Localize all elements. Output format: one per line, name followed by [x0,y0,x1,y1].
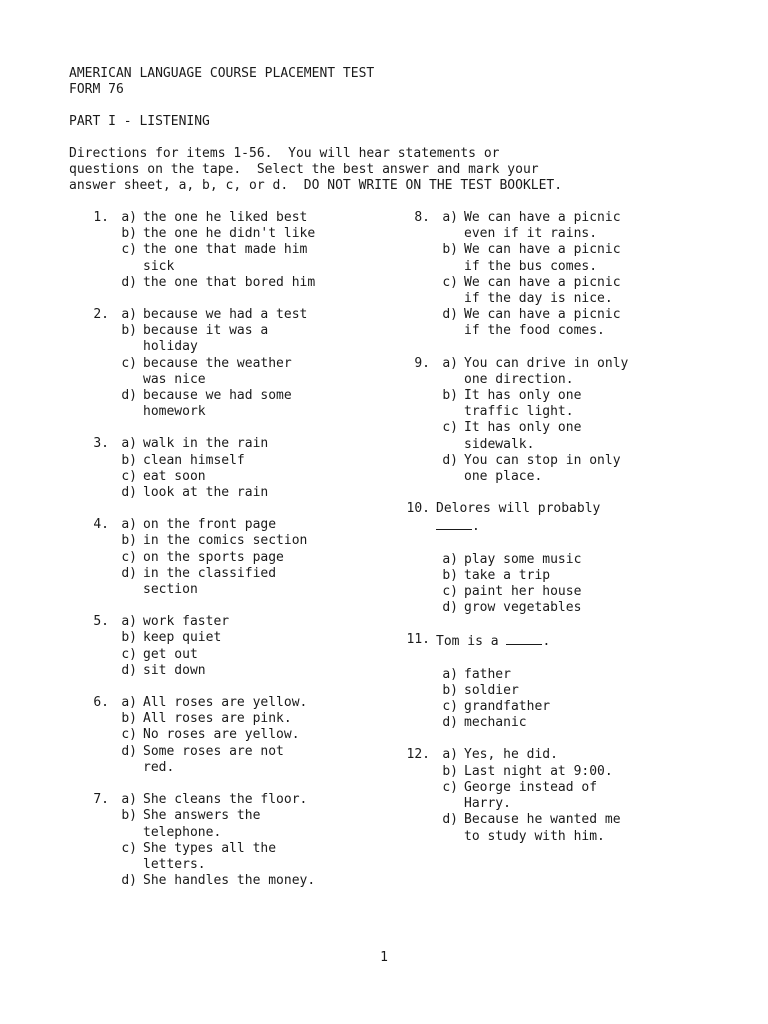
answer-option [390,307,690,339]
question-item [69,210,369,291]
answer-option [390,453,690,485]
option-text: Because he wanted me to study with him. [464,812,621,844]
option-text: because we had some homework [143,388,292,420]
answer-option [69,727,369,743]
option-text: She handles the money. [143,873,316,889]
option-label: d) [121,662,137,678]
right-column [390,210,690,861]
option-text: mechanic [464,715,527,731]
option-text: Yes, he did. [464,747,558,763]
stem-text: Tom is a [436,634,507,650]
answer-option [390,764,690,780]
option-text: play some music [464,551,582,567]
directions [69,146,689,195]
question-item [390,747,690,844]
option-label: b) [121,533,137,549]
option-label: a) [442,666,458,682]
option-label: d) [121,873,137,889]
option-text: It has only one traffic light. [464,388,582,420]
answer-option [69,566,369,598]
option-label: b) [442,388,458,404]
option-label: a) [121,210,137,225]
question-number: 7. [93,792,109,808]
option-text: walk in the rain [143,436,269,452]
option-text: take a trip [464,567,551,583]
option-text: You can drive in only one direction. [464,355,629,387]
question-number: 11. [406,632,430,648]
option-text: We can have a picnic if the day is nice. [464,274,621,307]
answer-option [390,242,690,274]
question-number: 12. [406,747,430,763]
document-header [69,66,374,98]
option-text: Some roses are not red. [143,743,284,775]
answer-option [390,683,690,699]
option-label: a) [121,792,137,808]
option-label: b) [121,630,137,646]
option-label: b) [121,452,137,468]
answer-option [390,715,690,731]
stem-text: Delores will probably [436,501,601,517]
question-number: 10. [406,501,430,517]
option-label: a) [442,355,458,371]
answer-options [390,667,690,732]
option-label: a) [121,436,137,452]
option-text: father [464,666,511,682]
answer-option [390,356,690,388]
option-label: a) [442,551,458,567]
option-label: a) [442,210,458,225]
option-label: a) [121,614,137,630]
answer-option [390,780,690,812]
page-number: 1 [380,950,388,965]
answer-option [390,388,690,420]
option-label: b) [442,567,458,583]
option-text: George instead of Harry. [464,779,598,812]
option-text: paint her house [464,584,582,600]
option-label: c) [121,468,137,484]
question-stem-cont: . [390,517,690,535]
answer-option [69,614,369,630]
option-text: Last night at 9:00. [464,763,613,779]
option-text: All roses are pink. [143,711,292,727]
answer-blank [506,632,542,645]
question-item [390,501,690,616]
answer-option [69,242,369,274]
option-label: c) [121,355,137,371]
question-item [390,356,690,486]
answer-options [390,552,690,617]
option-text: grandfather [464,699,551,715]
question-number: 2. [93,307,109,323]
answer-option [69,808,369,840]
option-text: She types all the letters. [143,840,277,872]
option-label: c) [442,584,458,600]
answer-option [390,667,690,683]
answer-option [69,711,369,727]
question-number: 1. [93,210,109,225]
question-number: 3. [93,436,109,452]
option-text: It has only one sidewalk. [464,420,582,452]
answer-option [69,275,369,291]
option-text: in the classified section [143,565,277,598]
option-label: d) [121,743,137,759]
question-item [390,210,690,340]
option-text: You can stop in only one place. [464,452,621,485]
option-label: c) [121,840,137,856]
option-label: d) [121,274,137,290]
option-text: the one that bored him [143,274,316,290]
option-label: c) [442,274,458,290]
question-number: 6. [93,695,109,711]
question-item [69,517,369,598]
answer-option [390,275,690,307]
option-text: She answers the telephone. [143,808,261,840]
directions-line: Directions for items 1-56. You will hear statements or [69,146,500,161]
answer-blank [436,517,472,530]
answer-option [390,420,690,452]
option-label: a) [121,517,137,533]
option-label: a) [121,695,137,711]
option-label: c) [442,779,458,795]
option-text: because we had a test [143,307,308,323]
answer-option [69,356,369,388]
option-text: because it was a holiday [143,323,269,355]
answer-option [390,747,690,763]
option-text: We can have a picnic if the bus comes. [464,242,621,274]
question-stem: 11. Tom is a . [390,632,690,650]
answer-option [69,226,369,242]
option-text: the one he liked best [143,210,308,225]
option-label: d) [121,565,137,581]
option-label: d) [442,452,458,468]
answer-option [69,436,369,452]
answer-option [390,584,690,600]
answer-option [69,533,369,549]
option-label: c) [442,699,458,715]
option-text: keep quiet [143,630,222,646]
answer-option [69,744,369,776]
option-text: get out [143,646,198,662]
option-text: eat soon [143,468,206,484]
option-label: c) [121,727,137,743]
option-text: because the weather was nice [143,355,292,387]
option-label: c) [121,549,137,565]
answer-option [390,210,690,242]
answer-option [69,210,369,226]
option-text: soldier [464,682,519,698]
answer-option [69,388,369,420]
option-text: No roses are yellow. [143,727,300,743]
answer-option [69,485,369,501]
answer-option [69,841,369,873]
question-item [69,792,369,889]
answer-option [390,600,690,616]
option-label: a) [442,747,458,763]
option-label: d) [442,715,458,731]
answer-option [69,663,369,679]
answer-option [69,647,369,663]
question-number: 4. [93,517,109,533]
option-text: on the front page [143,517,277,533]
right-items [390,210,690,485]
left-column [69,210,369,905]
option-text: the one that made him sick [143,242,308,274]
option-label: d) [442,600,458,616]
answer-option [69,695,369,711]
answer-option [390,699,690,715]
answer-option [390,552,690,568]
option-text: clean himself [143,452,245,468]
answer-option [390,568,690,584]
directions-line: questions on the tape. Select the best answer and mark your [69,162,539,178]
option-text: work faster [143,614,230,630]
question-number: 8. [414,210,430,225]
answer-option [69,323,369,355]
question-item [69,436,369,501]
directions-line: answer sheet, a, b, c, or d. DO NOT WRITE ON THE TEST BOOKLET. [69,178,563,194]
option-text: sit down [143,662,206,678]
option-label: b) [121,323,137,339]
answer-option [69,469,369,485]
question-item [69,695,369,776]
option-label: a) [121,307,137,323]
option-text: look at the rain [143,485,269,501]
part-title: PART I - LISTENING [69,114,210,129]
option-label: b) [121,711,137,727]
option-text: in the comics section [143,533,308,549]
option-text: grow vegetables [464,600,582,616]
answer-option [69,517,369,533]
option-label: d) [121,485,137,501]
question-number: 5. [93,614,109,630]
question-item [390,632,690,731]
question-stem [390,501,690,517]
header-title: AMERICAN LANGUAGE COURSE PLACEMENT TEST [69,66,375,81]
option-label: b) [121,226,137,242]
option-label: d) [442,307,458,323]
answer-option [69,307,369,323]
option-text: We can have a picnic even if it rains. [464,210,621,242]
option-label: b) [442,763,458,779]
option-label: d) [121,388,137,404]
option-text: All roses are yellow. [143,695,308,711]
option-text: She cleans the floor. [143,792,308,808]
option-text: on the sports page [143,549,284,565]
option-label: c) [121,242,137,258]
option-text: the one he didn't like [143,226,316,242]
question-number: 9. [414,355,430,371]
option-label: c) [121,646,137,662]
option-label: b) [442,242,458,258]
answer-option [69,453,369,469]
answer-option [69,630,369,646]
question-item [69,614,369,679]
option-label: b) [121,808,137,824]
header-form: FORM 76 [69,82,124,98]
answer-option [69,873,369,889]
answer-option [69,550,369,566]
option-label: b) [442,682,458,698]
answer-option [69,792,369,808]
option-label: d) [442,812,458,828]
option-label: c) [442,420,458,436]
answer-option [390,812,690,844]
option-text: We can have a picnic if the food comes. [464,307,621,339]
question-item [69,307,369,420]
